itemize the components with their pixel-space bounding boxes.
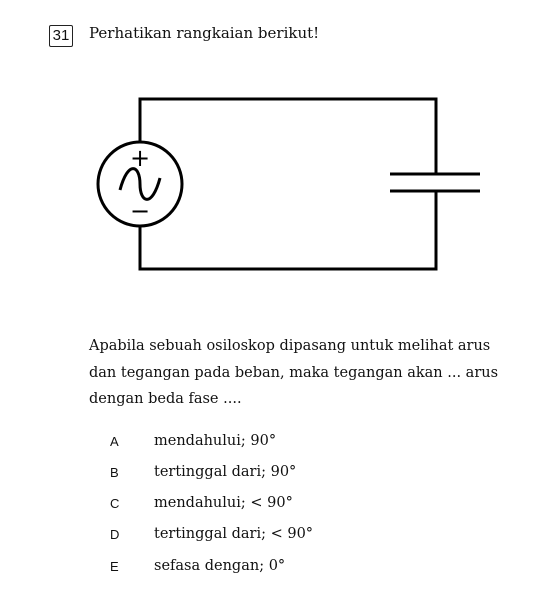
option-text: tertinggal dari; 90°	[154, 464, 297, 480]
option-d[interactable]	[110, 522, 313, 546]
source-plus-label: +	[129, 144, 151, 172]
option-e[interactable]	[110, 554, 285, 578]
option-text: mendahului; < 90°	[154, 495, 293, 511]
option-text: mendahului; 90°	[154, 433, 277, 449]
option-b[interactable]	[110, 460, 296, 484]
question-prompt: Perhatikan rangkaian berikut!	[89, 24, 320, 42]
ac-sine-wave	[120, 169, 160, 200]
option-a[interactable]	[110, 429, 276, 453]
option-c[interactable]	[110, 491, 293, 515]
option-letter: E	[110, 558, 119, 574]
question-body: Apabila sebuah osiloskop dipasang untuk melihat arus dan tegangan pada beban, maka tegangan akan ... arus dengan beda fase ....	[89, 338, 499, 407]
source-minus-label: −	[129, 197, 151, 225]
option-letter: D	[110, 526, 120, 542]
bottom-wire	[140, 191, 436, 269]
option-letter: A	[110, 433, 119, 449]
question-number-badge: 31	[49, 25, 73, 47]
option-text: tertinggal dari; < 90°	[154, 526, 314, 542]
option-letter: B	[110, 464, 119, 480]
top-wire	[140, 99, 436, 174]
option-letter: C	[110, 495, 120, 511]
option-text: sefasa dengan; 0°	[154, 558, 286, 574]
